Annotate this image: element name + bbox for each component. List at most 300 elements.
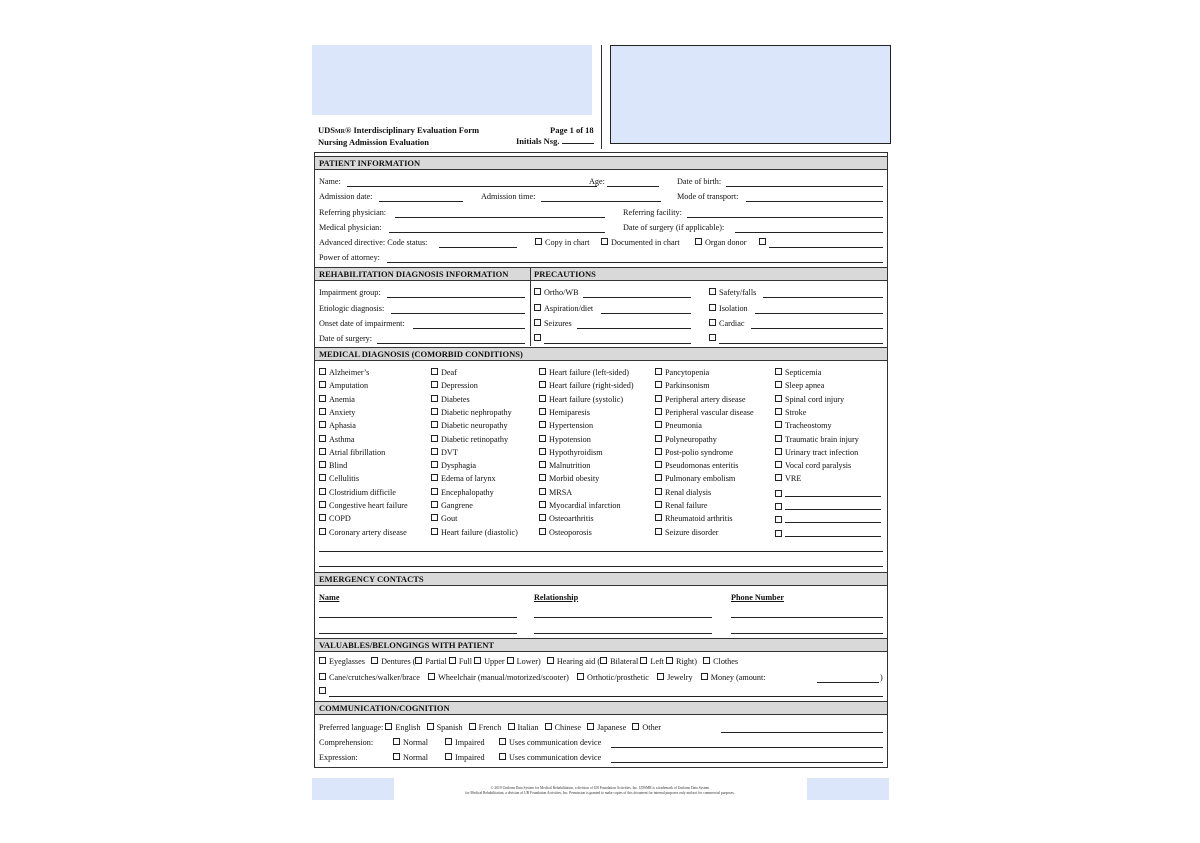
comorbid-checkbox[interactable] [431, 395, 470, 405]
comorbid-label: Morbid obesity [549, 474, 600, 484]
comorbid-label: Atrial fibrillation [329, 447, 386, 457]
comorbid-checkbox[interactable] [655, 435, 717, 445]
comorbid-checkbox[interactable] [539, 381, 634, 391]
money-amount-field[interactable] [817, 682, 879, 683]
right-checkbox[interactable]: Right) [666, 657, 697, 666]
other-directive-checkbox[interactable] [759, 238, 769, 248]
comorbid-checkbox[interactable] [539, 461, 590, 471]
comorbid-label: Myocardial infarction [549, 501, 621, 510]
precaution-seizures[interactable]: Seizures [534, 319, 572, 329]
date-of-surgery-field[interactable] [735, 232, 883, 233]
checkbox-icon[interactable] [655, 435, 662, 442]
comorbid-checkbox[interactable] [539, 435, 591, 445]
comorbid-label: DVT [441, 447, 458, 457]
expression-device-checkbox[interactable]: Uses communication device [499, 753, 601, 763]
precaution-isolation-field[interactable] [755, 313, 883, 314]
checkbox-icon[interactable] [775, 448, 782, 455]
checkbox-icon[interactable] [319, 474, 326, 481]
comorbid-checkbox[interactable] [539, 474, 599, 484]
comorbid-checkbox[interactable] [655, 408, 754, 418]
comorbid-checkbox[interactable] [655, 421, 702, 431]
comorbid-other-checkbox[interactable] [775, 528, 881, 540]
precaution-blank-right[interactable] [709, 334, 719, 344]
valuables-other-field[interactable] [329, 696, 883, 697]
organ-donor-checkbox[interactable]: Organ donor [695, 238, 746, 248]
precaution-seizures-field[interactable] [577, 328, 691, 329]
clothes-checkbox[interactable]: Clothes [703, 657, 738, 666]
checkbox-icon[interactable] [775, 503, 782, 510]
checkbox-icon[interactable] [539, 514, 546, 521]
comorbid-label: Heart failure (right-sided) [549, 381, 634, 391]
checkbox-icon[interactable] [539, 528, 546, 535]
comorbid-other-field[interactable] [785, 488, 881, 497]
checkbox-icon[interactable] [319, 368, 326, 375]
admission-time-label: Admission time: [481, 192, 536, 201]
valuables-row-2 [319, 673, 766, 683]
comprehension-normal-checkbox[interactable]: Normal [393, 738, 428, 748]
checkbox-icon[interactable] [775, 368, 782, 375]
comprehension-device-field[interactable] [611, 747, 883, 748]
checkbox-icon[interactable] [775, 474, 782, 481]
precaution-blank-left-field[interactable] [544, 343, 691, 344]
comorbid-checkbox[interactable] [319, 421, 356, 431]
comorbid-other-checkbox[interactable] [775, 488, 881, 500]
comorbid-label: VRE [785, 474, 802, 484]
onset-date-field[interactable] [413, 328, 525, 329]
comorbid-checkbox[interactable] [539, 528, 592, 538]
language-french-checkbox[interactable]: French [469, 723, 502, 732]
full-checkbox[interactable]: Full [449, 657, 472, 666]
comorbid-checkbox[interactable] [319, 408, 355, 418]
comorbid-label: MRSA [549, 487, 573, 497]
comorbid-label: Diabetes [441, 394, 470, 404]
section-medical-diagnosis: MEDICAL DIAGNOSIS (COMORBID CONDITIONS) [315, 347, 887, 361]
name-label: Name: [319, 177, 341, 186]
comprehension-impaired-checkbox[interactable]: Impaired [445, 738, 485, 748]
initials-label: Initials Nsg. [516, 135, 594, 146]
wheelchair-checkbox[interactable]: Wheelchair (manual/motorized/scooter) [428, 673, 569, 682]
comorbid-checkbox[interactable] [539, 448, 603, 458]
referring-facility-field[interactable] [687, 217, 883, 218]
precaution-ortho-wb[interactable]: Ortho/WB [534, 288, 579, 298]
language-spanish-checkbox[interactable]: Spanish [427, 723, 463, 732]
checkbox-icon[interactable] [539, 488, 546, 495]
checkbox-icon[interactable] [431, 368, 438, 375]
comorbid-label: Traumatic brain injury [785, 434, 859, 444]
comorbid-checkbox[interactable] [319, 514, 351, 524]
comorbid-label: Sleep apnea [785, 381, 825, 391]
comorbid-checkbox[interactable] [431, 381, 478, 391]
comorbid-checkbox[interactable] [319, 461, 347, 471]
checkbox-icon[interactable] [431, 474, 438, 481]
comorbid-checkbox[interactable] [431, 501, 473, 511]
comorbid-checkbox[interactable] [655, 381, 710, 391]
precaution-aspiration-diet[interactable]: Aspiration/diet [534, 304, 593, 314]
precaution-safety-falls-field[interactable] [763, 297, 883, 298]
comprehension-label: Comprehension: [319, 738, 374, 747]
comorbid-checkbox[interactable] [655, 528, 718, 538]
comorbid-checkbox[interactable] [431, 448, 458, 458]
checkbox-icon[interactable] [431, 395, 438, 402]
comorbid-label: Peripheral artery disease [665, 394, 746, 404]
expression-device-field[interactable] [611, 762, 883, 763]
money-checkbox[interactable]: Money (amount: [701, 673, 766, 682]
comorbid-label: Pseudomonas enteritis [665, 461, 739, 471]
emergency-phone-header: Phone Number [731, 593, 784, 602]
left-checkbox[interactable]: Left [640, 657, 664, 666]
precaution-cardiac[interactable]: Cardiac [709, 319, 744, 329]
checkbox-icon[interactable] [655, 421, 662, 428]
comorbid-label: Aphasia [329, 421, 356, 431]
partial-checkbox[interactable]: Partial [415, 657, 446, 666]
comorbid-checkbox[interactable] [655, 395, 745, 405]
comorbid-label: Encephalopathy [441, 487, 494, 497]
comorbid-label: Alzheimer’s [329, 368, 370, 377]
comorbid-checkbox[interactable] [539, 501, 621, 511]
comorbid-label: Pneumonia [665, 421, 702, 431]
comorbid-label: Seizure disorder [665, 527, 719, 537]
copyright-line-1: © 2019 Uniform Data System for Medical Rehabilitation, a division of UB Foundation Activities, Inc. UDSMR is a trademark of Uniform Data System [490, 786, 710, 790]
checkbox-icon[interactable] [775, 395, 782, 402]
etiologic-diagnosis-field[interactable] [391, 313, 525, 314]
comorbid-checkbox[interactable] [655, 488, 711, 498]
language-chinese-checkbox[interactable]: Chinese [545, 723, 581, 732]
language-italian-checkbox[interactable]: Italian [508, 723, 539, 732]
comorbid-label: Diabetic nephropathy [441, 407, 512, 417]
emergency-relationship-field-2[interactable] [534, 633, 712, 634]
referring-physician-field[interactable] [395, 217, 605, 218]
comorbid-label: Heart failure (left-sided) [549, 368, 630, 377]
comorbid-checkbox[interactable] [431, 514, 457, 524]
checkbox-icon[interactable] [775, 530, 782, 537]
checkbox-icon[interactable] [775, 461, 782, 468]
checkbox-icon[interactable] [775, 490, 782, 497]
comorbid-label: Parkinsonism [665, 381, 710, 391]
comorbid-extra-line-2[interactable] [319, 566, 883, 567]
checkbox-icon[interactable] [431, 421, 438, 428]
comorbid-label: Asthma [329, 434, 355, 444]
documented-in-chart-checkbox[interactable]: Documented in chart [601, 238, 680, 248]
expression-normal-checkbox[interactable]: Normal [393, 753, 428, 763]
checkbox-icon[interactable] [319, 528, 326, 535]
comorbid-label: Osteoarthritis [549, 514, 594, 524]
comorbid-checkbox[interactable] [539, 488, 572, 498]
comorbid-label: Hypotension [549, 434, 591, 444]
checkbox-icon[interactable] [319, 421, 326, 428]
checkbox-icon[interactable] [655, 448, 662, 455]
medical-physician-label: Medical physician: [319, 223, 382, 232]
checkbox-icon[interactable] [319, 435, 326, 442]
dob-field[interactable] [726, 186, 883, 187]
checkbox-icon[interactable] [539, 448, 546, 455]
checkbox-icon[interactable] [539, 381, 546, 388]
comorbid-checkbox[interactable] [775, 435, 859, 445]
rehab-date-of-surgery-label: Date of surgery: [319, 334, 373, 343]
upper-checkbox[interactable]: Upper [474, 657, 504, 666]
comorbid-label: Urinary tract infection [785, 447, 859, 457]
comorbid-label: Pulmonary embolism [665, 474, 736, 484]
checkbox-icon[interactable] [431, 528, 438, 535]
comorbid-label: Dysphagia [441, 461, 477, 471]
age-field[interactable] [607, 186, 659, 187]
checkbox-icon[interactable] [319, 501, 326, 508]
comorbid-checkbox[interactable] [319, 368, 369, 378]
comorbid-checkbox[interactable] [539, 421, 593, 431]
dob-label: Date of birth: [677, 177, 722, 186]
comorbid-label: Diabetic retinopathy [441, 434, 509, 444]
comorbid-label: Heart failure (systolic) [549, 394, 624, 404]
checkbox-icon[interactable] [655, 488, 662, 495]
comorbid-label: Tracheostomy [785, 421, 832, 431]
comorbid-checkbox[interactable] [431, 435, 508, 445]
comorbid-checkbox[interactable] [431, 488, 494, 498]
comorbid-label: Peripheral vascular disease [665, 407, 754, 417]
comorbid-label: Osteoporosis [549, 527, 592, 537]
valuables-other-checkbox[interactable] [319, 687, 329, 697]
referring-facility-label: Referring facility: [623, 208, 682, 217]
checkbox-icon[interactable] [775, 408, 782, 415]
comorbid-label: Cellulitis [329, 474, 360, 484]
name-field[interactable] [347, 186, 597, 187]
comorbid-label: Edema of larynx [441, 474, 496, 484]
checkbox-icon[interactable] [655, 501, 662, 508]
cane-checkbox[interactable]: Cane/crutches/walker/brace [319, 673, 420, 682]
power-of-attorney-field[interactable] [387, 262, 883, 263]
comorbid-checkbox[interactable] [319, 435, 354, 445]
comorbid-checkbox[interactable] [539, 368, 629, 378]
language-english-checkbox[interactable]: English [385, 723, 420, 732]
precaution-blank-right-field[interactable] [719, 343, 883, 344]
evaluation-form [314, 152, 888, 768]
comorbid-checkbox[interactable] [655, 461, 738, 471]
comorbid-checkbox[interactable] [431, 421, 508, 431]
comorbid-label: Blind [329, 461, 348, 471]
comorbid-label: Pancytopenia [665, 368, 710, 377]
code-status-field[interactable] [439, 247, 517, 248]
comorbid-label: Diabetic neuropathy [441, 421, 508, 431]
comorbid-label: Spinal cord injury [785, 394, 845, 404]
copy-in-chart-checkbox[interactable]: Copy in chart [535, 238, 590, 248]
comorbid-checkbox[interactable] [775, 395, 844, 405]
bilateral-checkbox[interactable]: Bilateral [600, 657, 638, 666]
comorbid-other-field[interactable] [785, 514, 881, 523]
precaution-isolation[interactable]: Isolation [709, 304, 748, 314]
advanced-directive-label: Advanced directive: Code status: [319, 238, 428, 247]
comorbid-label: Anemia [329, 394, 355, 404]
mode-of-transport-label: Mode of transport: [677, 192, 739, 201]
comorbid-checkbox[interactable] [655, 474, 735, 484]
section-rehab-diagnosis: REHABILITATION DIAGNOSIS INFORMATION [319, 269, 509, 279]
checkbox-icon[interactable] [539, 435, 546, 442]
precaution-ortho-wb-field[interactable] [583, 297, 691, 298]
footer-right-placeholder [807, 778, 889, 800]
comorbid-other-checkbox[interactable] [775, 501, 881, 513]
checkbox-icon[interactable] [655, 461, 662, 468]
checkbox-icon[interactable] [539, 461, 546, 468]
checkbox-icon[interactable] [431, 514, 438, 521]
checkbox-icon[interactable] [319, 395, 326, 402]
precaution-safety-falls[interactable]: Safety/falls [709, 288, 756, 298]
comorbid-checkbox[interactable] [655, 368, 709, 378]
eyeglasses-checkbox[interactable]: Eyeglasses [319, 657, 365, 666]
checkbox-icon[interactable] [775, 421, 782, 428]
section-precautions: PRECAUTIONS [534, 269, 596, 279]
medical-physician-field[interactable] [389, 232, 605, 233]
comorbid-other-field[interactable] [785, 528, 881, 537]
comorbid-checkbox[interactable] [775, 421, 832, 431]
checkbox-icon[interactable] [319, 448, 326, 455]
comorbid-label: Septicemia [785, 368, 822, 377]
lower-checkbox[interactable]: Lower) [507, 657, 541, 666]
copyright-footer [400, 786, 800, 796]
language-other-field[interactable] [721, 732, 883, 733]
comorbid-checkbox[interactable] [775, 448, 858, 458]
referring-physician-label: Referring physician: [319, 208, 387, 217]
comorbid-label: Depression [441, 381, 478, 391]
comorbid-label: Gout [441, 514, 458, 524]
checkbox-icon[interactable] [539, 408, 546, 415]
checkbox-icon[interactable] [655, 395, 662, 402]
comorbid-other-checkbox[interactable] [775, 514, 881, 526]
hearing-aid-checkbox[interactable]: Hearing aid ( [547, 657, 600, 666]
comorbid-checkbox[interactable] [319, 395, 355, 405]
checkbox-icon[interactable] [539, 395, 546, 402]
checkbox-icon[interactable] [431, 488, 438, 495]
section-communication: COMMUNICATION/COGNITION [315, 701, 887, 715]
power-of-attorney-label: Power of attorney: [319, 253, 380, 262]
comorbid-checkbox[interactable] [319, 474, 359, 484]
comorbid-label: Deaf [441, 368, 457, 377]
checkbox-icon[interactable] [319, 408, 326, 415]
comorbid-checkbox[interactable] [431, 528, 518, 538]
emergency-relationship-field-1[interactable] [534, 617, 712, 618]
language-other-checkbox[interactable]: Other [632, 723, 661, 732]
emergency-name-field-2[interactable] [319, 633, 517, 634]
comorbid-checkbox[interactable] [539, 395, 623, 405]
emergency-name-header: Name [319, 593, 340, 602]
section-valuables: VALUABLES/BELONGINGS WITH PATIENT [315, 638, 887, 652]
impairment-group-label: Impairment group: [319, 288, 381, 297]
checkbox-icon[interactable] [319, 514, 326, 521]
checkbox-icon[interactable] [539, 368, 546, 375]
comorbid-checkbox[interactable] [539, 408, 590, 418]
comorbid-checkbox[interactable] [655, 501, 708, 511]
comorbid-label: Vocal cord paralysis [785, 461, 852, 471]
admission-time-field[interactable] [541, 201, 661, 202]
checkbox-icon[interactable] [775, 381, 782, 388]
orthotic-checkbox[interactable]: Orthotic/prosthetic [577, 673, 649, 682]
comorbid-checkbox[interactable] [775, 474, 801, 484]
comorbid-checkbox[interactable] [775, 408, 806, 418]
checkbox-icon[interactable] [431, 461, 438, 468]
money-close-paren: ) [880, 673, 883, 682]
emergency-name-field-1[interactable] [319, 617, 517, 618]
other-directive-field[interactable] [769, 247, 883, 248]
comorbid-checkbox[interactable] [319, 501, 408, 511]
emergency-phone-field-2[interactable] [731, 633, 883, 634]
dentures-checkbox[interactable]: Dentures ( [371, 657, 415, 666]
jewelry-checkbox[interactable]: Jewelry [657, 673, 692, 682]
checkbox-icon[interactable] [431, 408, 438, 415]
comorbid-checkbox[interactable] [319, 448, 385, 458]
comorbid-checkbox[interactable] [655, 448, 733, 458]
onset-date-label: Onset date of impairment: [319, 319, 405, 328]
comorbid-label: Hypothyroidism [549, 447, 603, 457]
comorbid-checkbox[interactable] [431, 368, 457, 378]
comorbid-checkbox[interactable] [775, 461, 851, 471]
checkbox-icon[interactable] [539, 474, 546, 481]
checkbox-icon[interactable] [655, 381, 662, 388]
comorbid-checkbox[interactable] [431, 474, 496, 484]
comorbid-label: Renal failure [665, 501, 708, 510]
comorbid-label: Stroke [785, 407, 807, 417]
precaution-blank-left[interactable] [534, 334, 544, 344]
comorbid-checkbox[interactable] [431, 461, 476, 471]
comorbid-checkbox[interactable] [319, 488, 396, 498]
comorbid-checkbox[interactable] [431, 408, 512, 418]
header-divider [601, 45, 602, 149]
checkbox-icon[interactable] [775, 435, 782, 442]
preferred-language-label: Preferred language: [319, 723, 384, 732]
checkbox-icon[interactable] [319, 461, 326, 468]
comorbid-checkbox[interactable] [775, 368, 821, 378]
checkbox-icon[interactable] [431, 448, 438, 455]
comorbid-checkbox[interactable] [539, 514, 594, 524]
precaution-aspiration-diet-field[interactable] [601, 313, 691, 314]
checkbox-icon[interactable] [775, 516, 782, 523]
checkbox-icon[interactable] [655, 368, 662, 375]
comorbid-checkbox[interactable] [775, 381, 824, 391]
emergency-phone-field-1[interactable] [731, 617, 883, 618]
comorbid-label: Gangrene [441, 501, 473, 510]
expression-label: Expression: [319, 753, 358, 762]
comorbid-label: Malnutrition [549, 461, 591, 471]
checkbox-icon[interactable] [431, 381, 438, 388]
date-of-surgery-label: Date of surgery (if applicable): [623, 223, 725, 232]
checkbox-icon[interactable] [431, 501, 438, 508]
checkbox-icon[interactable] [539, 501, 546, 508]
comorbid-label: Polyneuropathy [665, 434, 717, 444]
checkbox-icon[interactable] [319, 488, 326, 495]
checkbox-icon[interactable] [319, 381, 326, 388]
checkbox-icon[interactable] [539, 421, 546, 428]
comorbid-label: Renal dialysis [665, 487, 712, 497]
comorbid-checkbox[interactable] [655, 514, 733, 524]
checkbox-icon[interactable] [655, 528, 662, 535]
etiologic-diagnosis-label: Etiologic diagnosis: [319, 304, 385, 313]
admission-date-label: Admission date: [319, 192, 373, 201]
comorbid-extra-line-1[interactable] [319, 551, 883, 552]
checkbox-icon[interactable] [655, 408, 662, 415]
footer-left-placeholder [312, 778, 394, 800]
checkbox-icon[interactable] [431, 435, 438, 442]
comorbid-other-field[interactable] [785, 501, 881, 510]
language-japanese-checkbox[interactable]: Japanese [587, 723, 626, 732]
rehab-date-of-surgery-field[interactable] [377, 343, 525, 344]
precaution-cardiac-field[interactable] [751, 328, 883, 329]
comorbid-label: Amputation [329, 381, 369, 391]
comprehension-device-checkbox[interactable]: Uses communication device [499, 738, 601, 748]
comorbid-checkbox[interactable] [319, 528, 407, 538]
expression-impaired-checkbox[interactable]: Impaired [445, 753, 485, 763]
checkbox-icon[interactable] [655, 514, 662, 521]
admission-date-field[interactable] [379, 201, 463, 202]
mode-of-transport-field[interactable] [746, 201, 883, 202]
checkbox-icon[interactable] [655, 474, 662, 481]
impairment-group-field[interactable] [387, 297, 525, 298]
section-patient-information: PATIENT INFORMATION [315, 156, 887, 170]
comorbid-checkbox[interactable] [319, 381, 368, 391]
